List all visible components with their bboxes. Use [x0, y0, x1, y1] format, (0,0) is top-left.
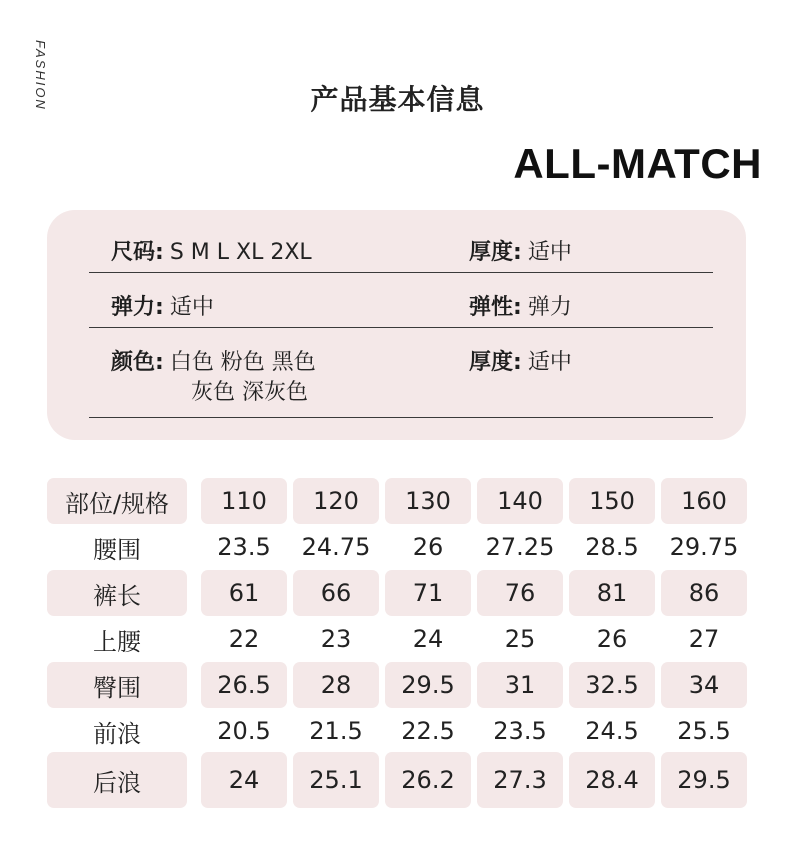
- page-subtitle: ALL-MATCH: [513, 140, 762, 187]
- table-cell: 26.5: [201, 662, 287, 708]
- table-cell: 20.5: [217, 717, 271, 745]
- table-cell: 28.4: [569, 752, 655, 808]
- table-cell: 71: [385, 570, 471, 616]
- table-cell: 34: [661, 662, 747, 708]
- table-cell: 76: [477, 570, 563, 616]
- table-row-label: 上腰: [93, 627, 141, 656]
- info-key: 颜色:: [111, 350, 164, 375]
- info-key: 弹性:: [469, 295, 522, 320]
- table-cell: 29.5: [385, 662, 471, 708]
- table-cell: 29.75: [669, 533, 739, 561]
- table-cell: 86: [661, 570, 747, 616]
- info-cell-color: [111, 348, 316, 408]
- info-value-cont: 灰色 深灰色: [191, 380, 308, 405]
- info-row: [89, 238, 713, 273]
- table-row-label: 腰围: [93, 535, 141, 564]
- table-cell: 25: [504, 625, 536, 653]
- info-cell-thickness: [469, 348, 572, 378]
- table-header-label: 部位/规格: [47, 478, 187, 524]
- table-cell: 23.5: [217, 533, 271, 561]
- table-cell: 24.75: [301, 533, 371, 561]
- table-row-label: 裤长: [47, 570, 187, 616]
- info-cell-stretch: [111, 293, 214, 323]
- info-cell-elasticity: [469, 293, 572, 323]
- table-cell: 26: [596, 625, 628, 653]
- table-cell: 81: [569, 570, 655, 616]
- info-cell-thickness: [469, 238, 572, 268]
- table-row-label: 臀围: [47, 662, 187, 708]
- table-cell: 24: [201, 752, 287, 808]
- table-cell: 32.5: [569, 662, 655, 708]
- table-cell: 26: [412, 533, 444, 561]
- table-cell: 61: [201, 570, 287, 616]
- info-key: 厚度:: [469, 240, 522, 265]
- table-cell: 26.2: [385, 752, 471, 808]
- table-cell: 23: [320, 625, 352, 653]
- table-cell: 21.5: [309, 717, 363, 745]
- table-cell: 22.5: [401, 717, 455, 745]
- table-cell: 24.5: [585, 717, 639, 745]
- table-cell: 66: [293, 570, 379, 616]
- table-cell: 27: [688, 625, 720, 653]
- info-value: 白色 粉色 黑色: [169, 350, 316, 375]
- side-fashion-label: FASHION: [33, 40, 48, 111]
- info-value: S M L XL 2XL: [169, 240, 312, 265]
- page-title: 产品基本信息: [310, 83, 485, 116]
- info-value: 适中: [527, 350, 572, 375]
- info-value: 适中: [169, 295, 214, 320]
- info-value: 弹力: [527, 295, 572, 320]
- table-cell: 29.5: [661, 752, 747, 808]
- table-cell: 27.25: [485, 533, 555, 561]
- table-cell: 25.1: [293, 752, 379, 808]
- info-row: [89, 348, 713, 418]
- table-row-label: 前浪: [93, 719, 141, 748]
- info-value: 适中: [527, 240, 572, 265]
- table-cell: 24: [412, 625, 444, 653]
- info-row: [89, 293, 713, 328]
- table-header-cell: 130: [385, 478, 471, 524]
- table-header-cell: 120: [293, 478, 379, 524]
- info-key: 厚度:: [469, 350, 522, 375]
- table-cell: 31: [477, 662, 563, 708]
- table-row-label: 后浪: [47, 752, 187, 808]
- table-header-cell: 140: [477, 478, 563, 524]
- table-cell: 25.5: [677, 717, 731, 745]
- table-header-cell: 110: [201, 478, 287, 524]
- table-cell: 23.5: [493, 717, 547, 745]
- table-cell: 22: [228, 625, 260, 653]
- info-key: 尺码:: [111, 240, 164, 265]
- info-key: 弹力:: [111, 295, 164, 320]
- info-cell-size: [111, 238, 312, 268]
- product-info-box: [47, 210, 746, 440]
- table-header-cell: 150: [569, 478, 655, 524]
- table-cell: 27.3: [477, 752, 563, 808]
- table-header-cell: 160: [661, 478, 747, 524]
- table-cell: 28.5: [585, 533, 639, 561]
- table-cell: 28: [293, 662, 379, 708]
